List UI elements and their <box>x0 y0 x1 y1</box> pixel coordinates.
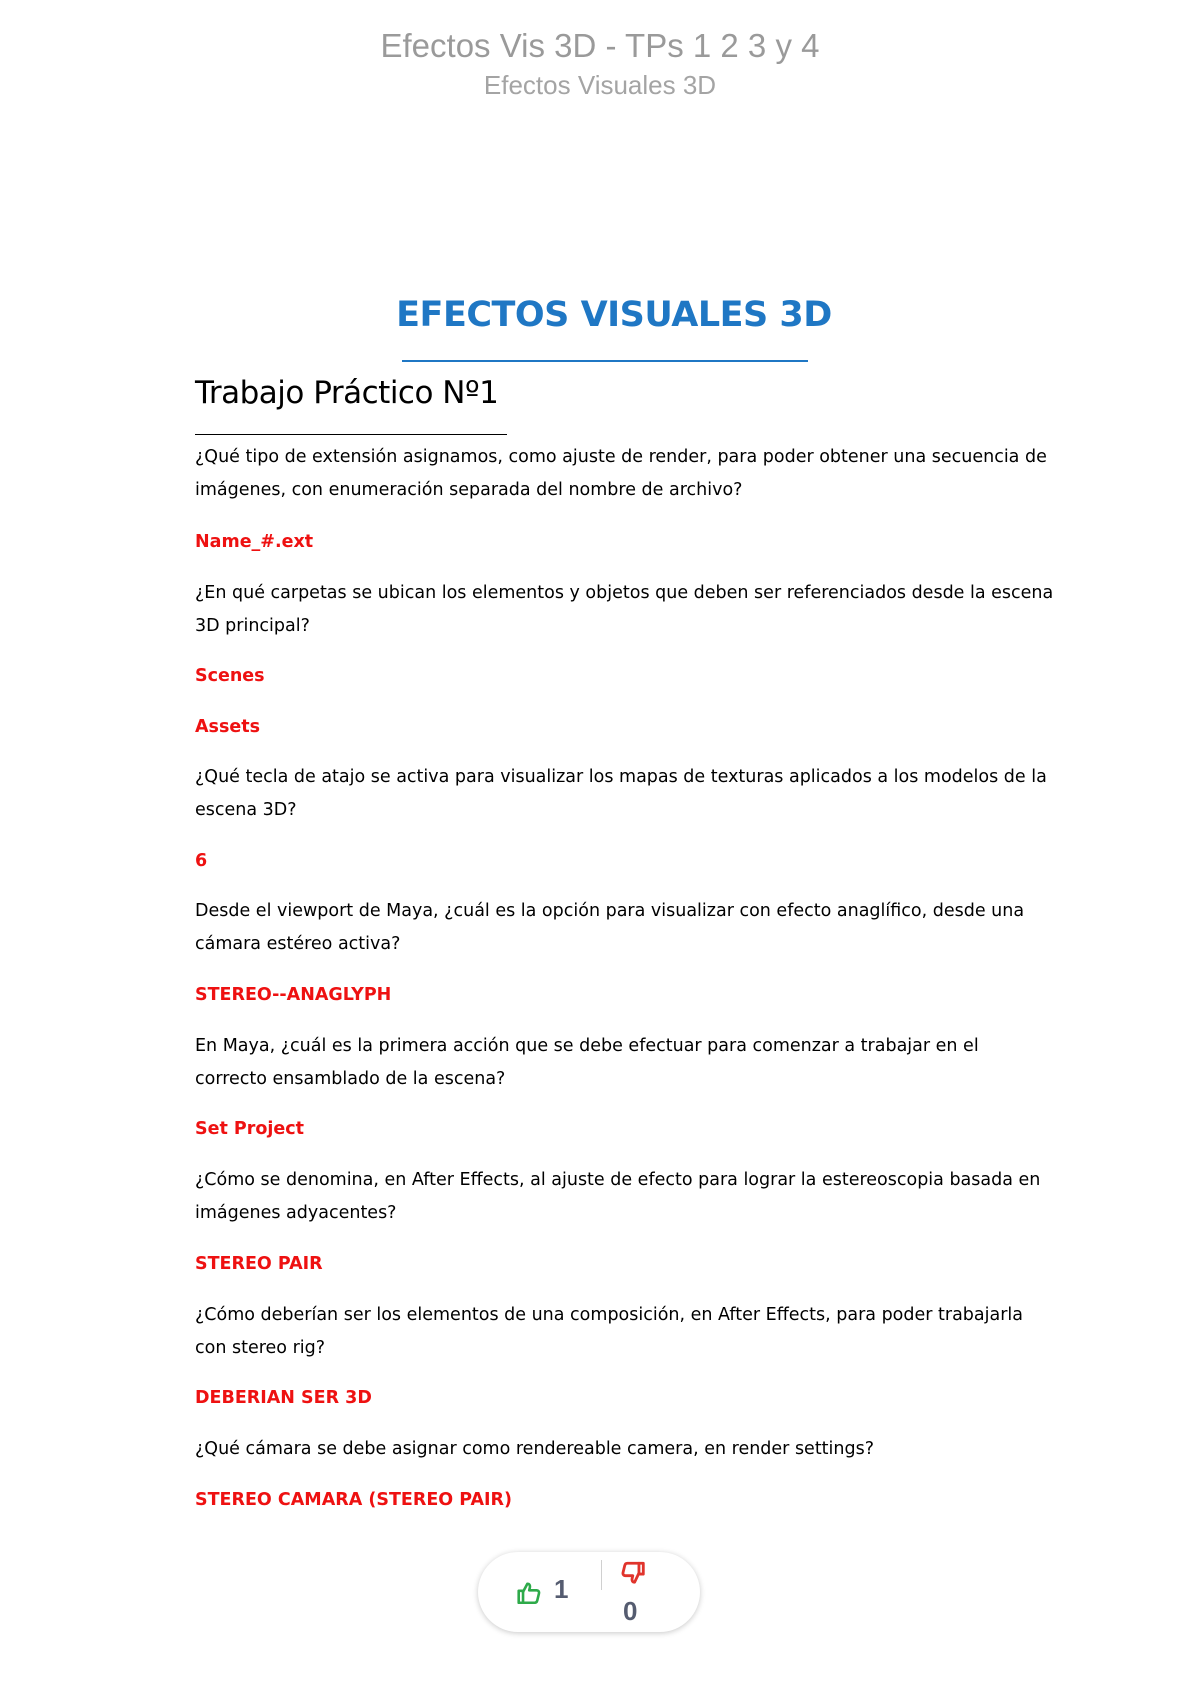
question-text: Desde el viewport de Maya, ¿cuál es la opción para visualizar con efecto anaglífico, desde una cámara estéreo activa? <box>195 901 1025 954</box>
question-text: En Maya, ¿cuál es la primera acción que se debe efectuar para comenzar a trabajar en el correcto ensamblado de la escena? <box>195 1036 979 1089</box>
question-text: ¿Qué tipo de extensión asignamos, como ajuste de render, para poder obtener una secuencia de imágenes, con enumeración separada del nombre de archivo? <box>195 447 1047 500</box>
heading-underline <box>402 360 808 362</box>
vote-divider <box>601 1560 602 1590</box>
vote-widget <box>478 1552 700 1632</box>
answer-text: Assets <box>195 717 261 737</box>
document-title: Efectos Vis 3D - TPs 1 2 3 y 4 <box>380 27 820 64</box>
upvote-count: 1 <box>554 1574 569 1604</box>
question-text: ¿Cómo deberían ser los elementos de una composición, en After Effects, para poder trabajarla con stereo rig? <box>195 1305 1023 1358</box>
section-underline <box>195 434 507 435</box>
question-text: ¿Qué cámara se debe asignar como rendereable camera, en render settings? <box>195 1439 875 1459</box>
answer-text: STEREO PAIR <box>195 1254 323 1274</box>
main-heading: EFECTOS VISUALES 3D <box>396 295 832 335</box>
downvote-count: 0 <box>623 1596 638 1626</box>
thumbs-down-icon[interactable] <box>620 1560 646 1586</box>
thumbs-up-icon[interactable] <box>516 1580 542 1606</box>
answer-text: STEREO--ANAGLYPH <box>195 985 392 1005</box>
document-header <box>0 24 1200 102</box>
question-text: ¿En qué carpetas se ubican los elementos y objetos que deben ser referenciados desde la escena 3D principal? <box>195 583 1054 636</box>
section-heading: Trabajo Práctico Nº1 <box>195 375 499 411</box>
answer-text: 6 <box>195 851 208 871</box>
question-text: ¿Cómo se denomina, en After Effects, al ajuste de efecto para lograr la estereoscopia basada en imágenes adyacentes? <box>195 1170 1041 1223</box>
answer-text: Scenes <box>195 666 265 686</box>
course-name: Efectos Visuales 3D <box>483 70 717 100</box>
answer-text: Name_#.ext <box>195 532 314 552</box>
answer-text: Set Project <box>195 1119 305 1139</box>
answer-text: STEREO CAMARA (STEREO PAIR) <box>195 1490 512 1510</box>
answer-text: DEBERIAN SER 3D <box>195 1388 372 1408</box>
question-text: ¿Qué tecla de atajo se activa para visualizar los mapas de texturas aplicados a los modelos de la escena 3D? <box>195 767 1047 820</box>
